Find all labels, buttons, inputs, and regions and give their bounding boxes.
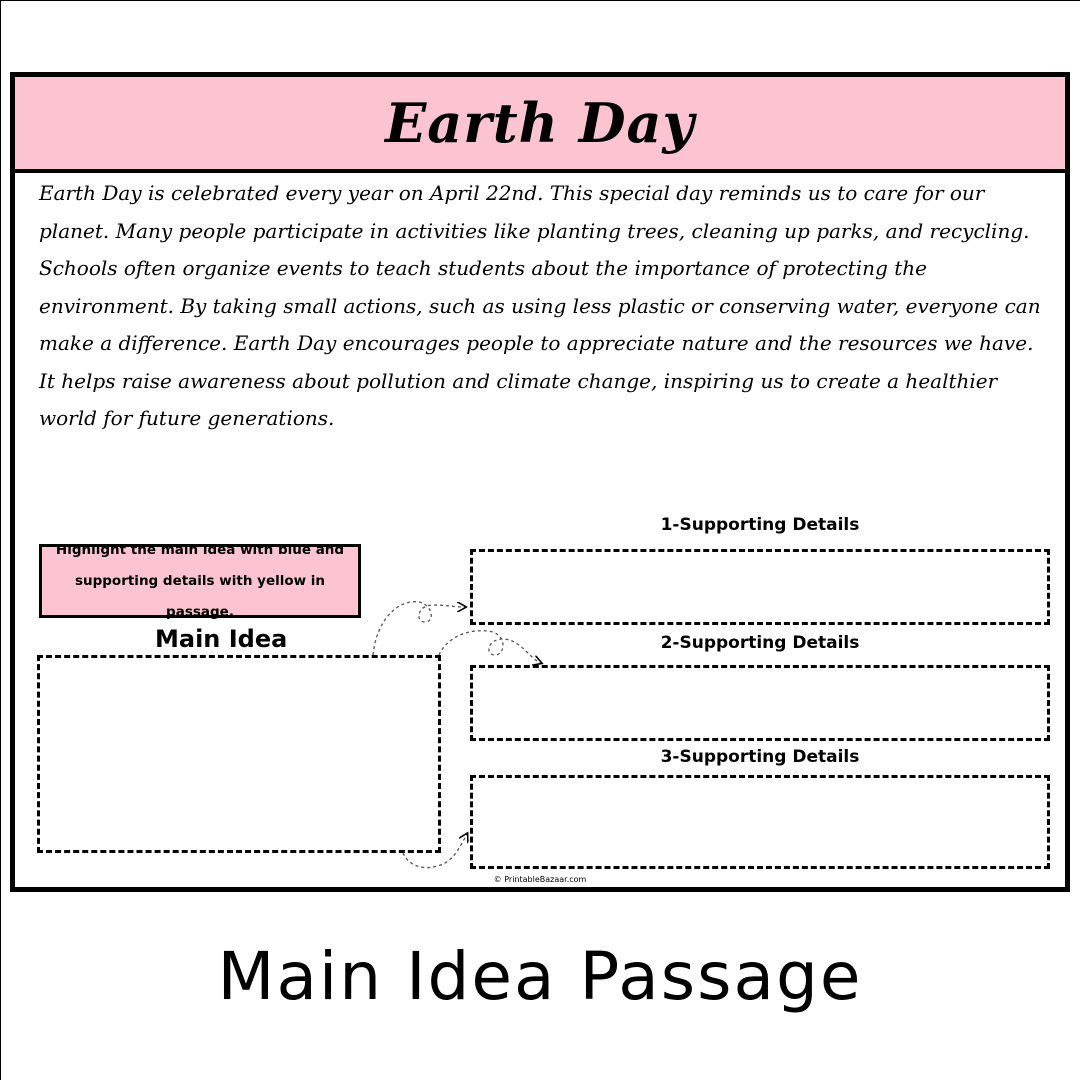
instruction-text: Highlight the main idea with blue and supporting details with yellow in passage. [55, 541, 345, 620]
worksheet [10, 72, 1070, 892]
dashed-arrow-icon [403, 834, 467, 868]
passage-text: Earth Day is celebrated every year on April 22nd. This special day reminds us to care for our planet. Many people participate in activities like planting trees, cleaning up parks, and recycling. Schools often organize events to teach students about the importance of protecting the environment. By taking small actions, such as using less plastic or conserving water, everyone can make a difference. Earth Day encourages people to appreciate nature and the resources we have. It helps raise awareness about pollution and climate change, inspiring us to create a healthier world for future generations. [39, 181, 1041, 430]
copyright-text: © PrintableBazaar.com [493, 875, 587, 884]
supporting-detail-label-2: 2-Supporting Details [660, 633, 860, 653]
dashed-arrow-icon [373, 602, 465, 655]
dashed-arrow-icon [439, 631, 541, 663]
supporting-detail-label-1: 1-Supporting Details [660, 515, 860, 535]
main-idea-label: Main Idea [155, 625, 288, 653]
caption-title: Main Idea Passage [217, 938, 863, 1015]
connector-arrows [15, 77, 1065, 887]
frame-line-left [0, 0, 1, 1080]
supporting-detail-label-3: 3-Supporting Details [660, 747, 860, 767]
worksheet-title: Earth Day [385, 91, 695, 155]
frame-line-top [0, 0, 1080, 1]
